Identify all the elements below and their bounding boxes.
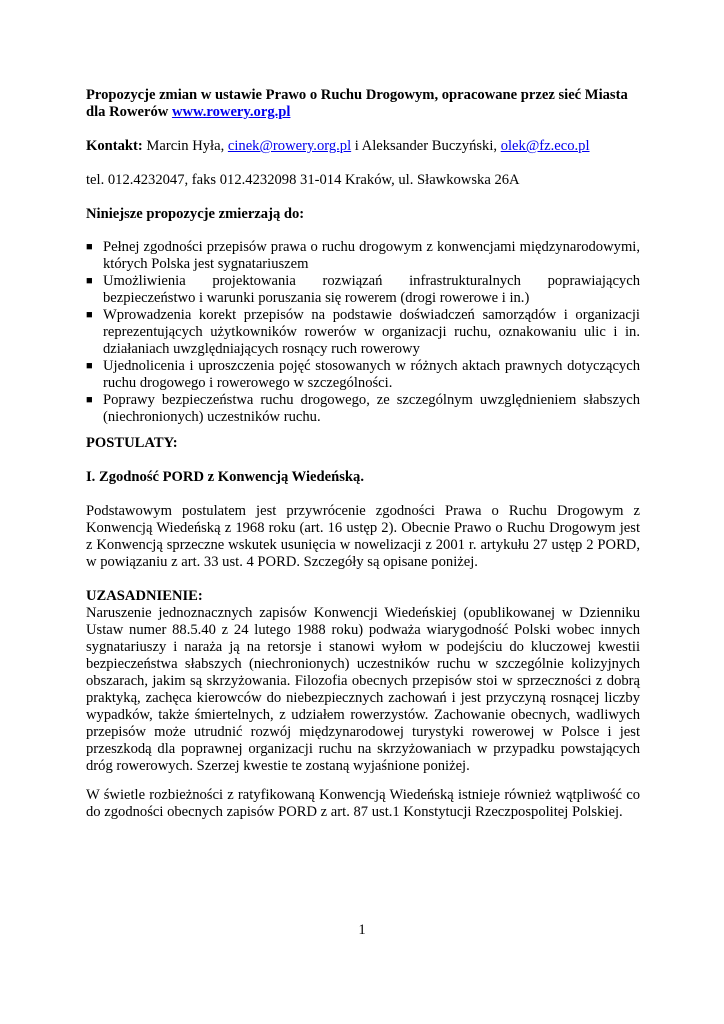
bullet-square-icon: ■ [86, 394, 93, 406]
contact-line [86, 138, 640, 155]
bullet-square-icon: ■ [86, 275, 93, 287]
list-item: ■ Wprowadzenia korekt przepisów na podstawie doświadczeń samorządów i organizacji reprezentujących użytkowników rowerów w organizacji ruchu, oznakowaniu ulic i in. działaniach uwzględniających rosnący ruch rowerowy [86, 307, 640, 357]
goals-list [86, 239, 640, 426]
intro-heading: Niniejsze propozycje zmierzają do: [86, 206, 305, 222]
section1-heading: I. Zgodność PORD z Konwencją Wiedeńską. [86, 469, 364, 485]
phone-line: tel. 012.4232047, faks 012.4232098 31-014 Kraków, ul. Sławkowska 26A [86, 172, 520, 188]
uzasadnienie-heading: UZASADNIENIE: [86, 588, 203, 604]
postulaty-heading: POSTULATY: [86, 435, 178, 451]
bullet-square-icon: ■ [86, 241, 93, 253]
list-item: ■ Pełnej zgodności przepisów prawa o ruchu drogowym z konwencjami międzynarodowymi, których Polska jest sygnatariuszem [86, 239, 640, 272]
email-link-1[interactable]: cinek@rowery.org.pl [227, 138, 352, 154]
contact-and: i Aleksander Buczyński, [351, 138, 501, 154]
contact-label: Kontakt: [86, 138, 143, 154]
document-title [86, 87, 640, 121]
list-item: ■ Umożliwienia projektowania rozwiązań infrastrukturalnych poprawiających bezpieczeństwo i warunki poruszania się rowerem (drogi rowerowe i in.) [86, 273, 640, 306]
bullet-square-icon: ■ [86, 309, 93, 321]
title-line1: Propozycje zmian w ustawie Prawo o Ruchu Drogowym, opracowane przez sieć Miasta [86, 87, 628, 103]
bullet-square-icon: ■ [86, 360, 93, 372]
contact-name1: Marcin Hyła, [142, 138, 228, 154]
uzasadnienie-paragraph: Naruszenie jednoznacznych zapisów Konwencji Wiedeńskiej (opublikowanej w Dzienniku Ustaw numer 88.5.40 z 24 lutego 1988 roku) podważa wiarygodność Polski wobec innych sygnatariuszy i naraża ją na retorsje i stanowi wyłom w podejściu do kluczowej kwestii bezpieczeństwa słabszych (niechronionych) uczestników ruchu w szczególnie kolizyjnych obszarach, jakim są skrzyżowania. Filozofia obecnych przepisów stoi w sprzeczności z dobrą praktyką, zachęca kierowców do niebezpiecznych zachowań i jest przyczyną rosnącej liczby wypadków, także śmiertelnych, z udziałem rowerzystów. Zachowanie obecnych, wadliwych przepisów może utrudnić rozwój międzynarodowej turystyki rowerowej w Polsce i jest przeszkodą dla poprawnej organizacji ruchu na skrzyżowaniach w przypadku powstających dróg rowerowych. Szerzej kwestie te zostaną wyjaśnione poniżej. [86, 605, 640, 774]
list-item: ■ Poprawy bezpieczeństwa ruchu drogowego, ze szczególnym uwzględnieniem słabszych (niechronionych) uczestników ruchu. [86, 392, 640, 425]
website-link[interactable]: www.rowery.org.pl [171, 104, 291, 120]
email-link-2[interactable]: olek@fz.eco.pl [500, 138, 590, 154]
final-paragraph: W świetle rozbieżności z ratyfikowaną Konwencją Wiedeńską istnieje również wątpliwość co do zgodności obecnych zapisów PORD z art. 87 ust.1 Konstytucji Rzeczpospolitej Polskiej. [86, 787, 640, 820]
list-item: ■ Ujednolicenia i uproszczenia pojęć stosowanych w różnych aktach prawnych dotyczących ruchu drogowego i rowerowego w szczególności. [86, 358, 640, 391]
section1-paragraph: Podstawowym postulatem jest przywrócenie zgodności Prawa o Ruchu Drogowym z Konwencją Wiedeńską z 1968 roku (art. 16 ustęp 2). Obecnie Prawo o Ruchu Drogowym jest z Konwencją sprzeczne wskutek usunięcia w nowelizacji z 2001 r. artykułu 27 ustęp 2 PORD, w powiązaniu z art. 33 ust. 4 PORD. Szczegóły są opisane poniżej. [86, 503, 640, 570]
page-number: 1 [358, 922, 366, 938]
title-line2: dla Rowerów [86, 104, 172, 120]
